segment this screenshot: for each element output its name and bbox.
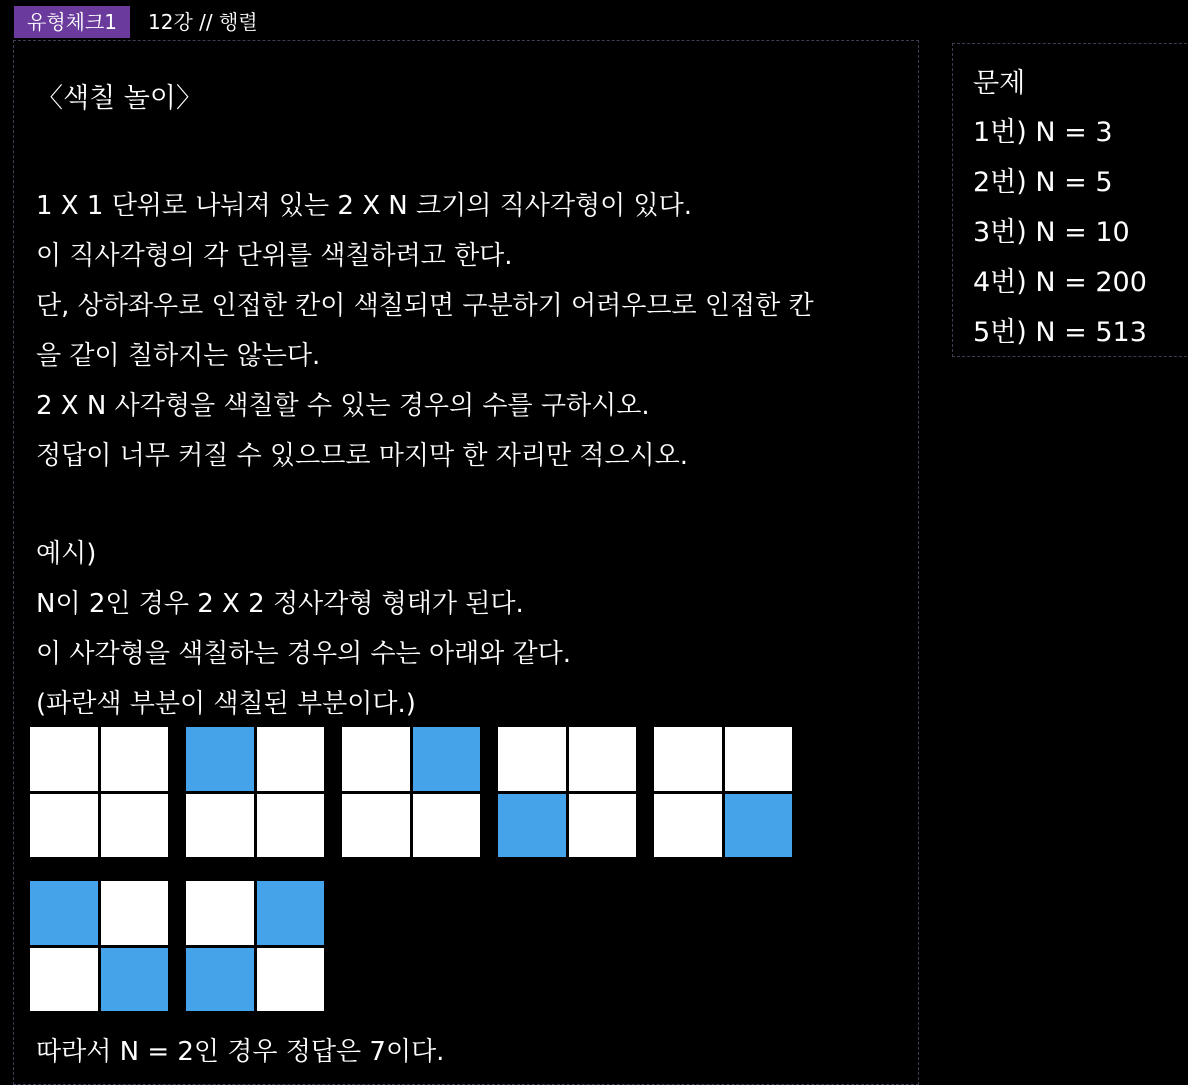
pattern-grid	[654, 727, 792, 857]
filled-cell	[186, 948, 254, 1012]
question-panel	[952, 43, 1188, 357]
empty-cell	[186, 881, 254, 945]
example-line: (파란색 부분이 색칠된 부분이다.)	[36, 689, 416, 719]
empty-cell	[30, 727, 98, 791]
question-item: 4번) N = 200	[973, 267, 1147, 298]
lecture-topic: 12강 // 행렬	[148, 10, 258, 34]
empty-cell	[257, 794, 325, 858]
question-item: 3번) N = 10	[973, 217, 1130, 248]
description-line: 단, 상하좌우로 인접한 칸이 색칠되면 구분하기 어려우므로 인접한 칸	[36, 291, 814, 321]
example-section	[36, 529, 571, 729]
empty-cell	[342, 794, 410, 858]
pattern-grid	[30, 881, 168, 1011]
empty-cell	[257, 727, 325, 791]
empty-cell	[569, 727, 637, 791]
pattern-grid	[186, 881, 324, 1011]
empty-cell	[725, 727, 793, 791]
empty-cell	[413, 794, 481, 858]
description-line: 이 직사각형의 각 단위를 색칠하려고 한다.	[36, 241, 513, 271]
empty-cell	[30, 794, 98, 858]
filled-cell	[257, 881, 325, 945]
description-line: 2 X N 사각형을 색칠할 수 있는 경우의 수를 구하시오.	[36, 391, 650, 421]
empty-cell	[101, 794, 169, 858]
problem-panel	[13, 40, 919, 1085]
question-title: 문제	[973, 68, 1026, 99]
question-item: 1번) N = 3	[973, 117, 1113, 148]
description-line: 정답이 너무 커질 수 있으므로 마지막 한 자리만 적으시오.	[36, 441, 689, 471]
empty-cell	[101, 727, 169, 791]
example-line: 이 사각형을 색칠하는 경우의 수는 아래와 같다.	[36, 639, 572, 669]
example-line: N이 2인 경우 2 X 2 정사각형 형태가 된다.	[36, 589, 524, 619]
empty-cell	[186, 794, 254, 858]
pattern-grid	[498, 727, 636, 857]
question-item: 2번) N = 5	[973, 167, 1113, 198]
description-line: 1 X 1 단위로 나눠져 있는 2 X N 크기의 직사각형이 있다.	[36, 191, 692, 221]
filled-cell	[186, 727, 254, 791]
pattern-grid	[342, 727, 480, 857]
empty-cell	[498, 727, 566, 791]
filled-cell	[725, 794, 793, 858]
problem-description	[36, 181, 814, 481]
chapter-badge: 유형체크1	[14, 6, 130, 38]
question-list	[973, 108, 1147, 358]
empty-cell	[342, 727, 410, 791]
question-item: 5번) N = 513	[973, 317, 1147, 348]
pattern-grid	[186, 727, 324, 857]
description-line: 을 같이 칠하지는 않는다.	[36, 341, 321, 371]
empty-cell	[654, 727, 722, 791]
empty-cell	[101, 881, 169, 945]
empty-cell	[257, 948, 325, 1012]
pattern-grid	[30, 727, 168, 857]
filled-cell	[413, 727, 481, 791]
filled-cell	[101, 948, 169, 1012]
filled-cell	[498, 794, 566, 858]
problem-title: 〈색칠 놀이〉	[36, 83, 203, 114]
empty-cell	[569, 794, 637, 858]
empty-cell	[654, 794, 722, 858]
empty-cell	[30, 948, 98, 1012]
filled-cell	[30, 881, 98, 945]
conclusion-text: 따라서 N = 2인 경우 정답은 7이다.	[36, 1037, 445, 1067]
example-line: 예시)	[36, 539, 97, 569]
